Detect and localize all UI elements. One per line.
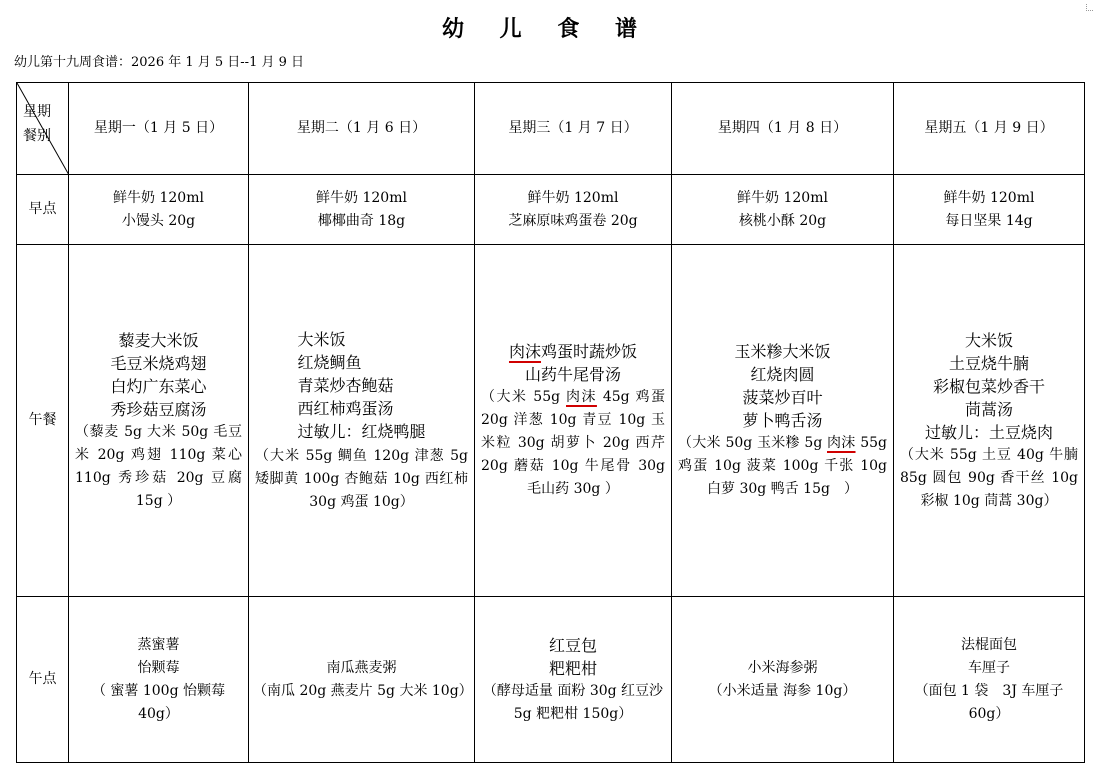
snack-item: 红豆包: [548, 635, 597, 655]
ingredients: （小米适量 海参 10g）: [708, 682, 857, 699]
row-label-breakfast: 早点: [17, 175, 69, 245]
dish: 西红柿鸡蛋汤: [297, 398, 394, 418]
corner-label-meal: 餐别: [23, 128, 51, 144]
snack-item: 车厘子: [968, 659, 1010, 676]
ingredients-text: 45g 鸡蛋 20g 洋葱 10g 青豆 10g 玉米粒 30g 胡萝卜 20g 西芹 20g 蘑菇 10g 牛尾骨 30g 毛山药 30g ）: [481, 389, 666, 497]
snack-item: 南瓜燕麦粥: [326, 659, 397, 676]
breakfast-item: 小馒头 20g: [121, 212, 196, 229]
ingredients: （ 蜜薯 100g 怡颗莓 40g）: [91, 682, 226, 722]
ingredients: （大米 55g 土豆 40g 牛腩 85g 圆包 90g 香干丝 10g 彩椒 10g 茼蒿 30g）: [900, 446, 1078, 509]
lunch-row: [17, 245, 1085, 597]
snack-cell-mon: [69, 597, 249, 763]
breakfast-item: 鲜牛奶 120ml: [316, 189, 407, 206]
dish: 萝卜鸭舌汤: [742, 411, 823, 430]
dish: 秀珍菇豆腐汤: [110, 399, 207, 419]
dish: 毛豆米烧鸡翅: [110, 353, 207, 373]
page-corner-mark: [1086, 4, 1093, 11]
ingredients-text: （大米 50g 玉米糁 5g: [678, 435, 827, 451]
breakfast-cell-tue: [249, 175, 475, 245]
ingredients: （酵母适量 面粉 30g 红豆沙 5g 粑粑柑 150g）: [482, 682, 664, 722]
dish: [479, 340, 667, 363]
snack-item: 法棍面包: [961, 636, 1017, 653]
breakfast-cell-fri: [894, 175, 1085, 245]
ingredients: （大米 55g 鲷鱼 120g 津葱 5g 矮脚黄 100g 杏鲍菇 10g 西红柿 30g 鸡蛋 10g）: [255, 447, 468, 510]
dish: 红烧鲷鱼: [297, 352, 362, 372]
snack-item: 怡颗莓: [137, 659, 180, 676]
breakfast-item: 鲜牛奶 120ml: [527, 189, 619, 206]
dish-list: [297, 328, 425, 443]
red-marked-text: 肉沫: [566, 389, 597, 405]
week-subtitle: 幼儿第十九周食谱：2026 年 1 月 5 日--1 月 9 日: [14, 55, 305, 70]
snack-cell-fri: [894, 597, 1085, 763]
breakfast-cell-wed: [475, 175, 672, 245]
breakfast-cell-thu: [672, 175, 894, 245]
snack-item: 蒸蜜薯: [137, 636, 180, 653]
snack-item: 小米海参粥: [747, 659, 818, 676]
dish: 藜麦大米饭: [118, 330, 199, 350]
day-header-fri: 星期五（1 月 9 日）: [894, 83, 1085, 175]
breakfast-item: 椰椰曲奇 18g: [317, 212, 406, 229]
allergy-dish: 过敏儿：土豆烧肉: [924, 422, 1053, 442]
row-label-snack: 午点: [17, 597, 69, 763]
dish: 红烧肉圆: [750, 365, 815, 384]
snack-cell-tue: [249, 597, 475, 763]
breakfast-item: 芝麻原味鸡蛋卷 20g: [508, 212, 638, 229]
dish-text: 鸡蛋时蔬炒饭: [541, 342, 638, 361]
breakfast-item: 鲜牛奶 120ml: [737, 189, 828, 206]
dish: 土豆烧牛腩: [948, 353, 1029, 373]
ingredients: [676, 432, 889, 501]
dish: 大米饭: [964, 330, 1013, 350]
dish: 彩椒包菜炒香干: [932, 376, 1045, 396]
breakfast-item: 鲜牛奶 120ml: [943, 189, 1035, 206]
lunch-cell-wed: [475, 245, 672, 597]
breakfast-row: [17, 175, 1085, 245]
breakfast-cell-mon: [69, 175, 249, 245]
dish: 菠菜炒百叶: [742, 388, 823, 407]
breakfast-item: 每日坚果 14g: [945, 212, 1033, 229]
day-header-tue: 星期二（1 月 6 日）: [249, 83, 475, 175]
ingredients: （南瓜 20g 燕麦片 5g 大米 10g）: [253, 682, 473, 699]
breakfast-item: 核桃小酥 20g: [738, 212, 827, 229]
lunch-cell-fri: [894, 245, 1085, 597]
dish: 青菜炒杏鲍菇: [297, 375, 394, 395]
corner-label-weekday: 星期: [23, 104, 51, 120]
corner-cell: [17, 83, 69, 175]
ingredients: [479, 386, 667, 501]
lunch-cell-thu: [672, 245, 894, 597]
ingredients: （面包 1 袋 3J 车厘子 60g）: [914, 682, 1064, 722]
lunch-cell-tue: [249, 245, 475, 597]
dish: 茼蒿汤: [964, 399, 1013, 419]
header-row: [17, 83, 1085, 175]
dish: 白灼广东菜心: [110, 376, 207, 396]
dish: 大米饭: [297, 329, 346, 349]
snack-cell-wed: [475, 597, 672, 763]
dish: 山药牛尾骨汤: [524, 365, 621, 384]
lunch-cell-mon: [69, 245, 249, 597]
breakfast-item: 鲜牛奶 120ml: [113, 189, 204, 206]
day-header-mon: 星期一（1 月 5 日）: [69, 83, 249, 175]
red-marked-text: 肉沫: [827, 435, 856, 451]
snack-row: [17, 597, 1085, 763]
ingredients: （藜麦 5g 大米 50g 毛豆米 20g 鸡翅 110g 菜心 110g 秀珍菇 20g 豆腐 15g ）: [75, 423, 242, 509]
red-marked-text: 肉沫: [508, 342, 541, 361]
row-label-lunch: 午餐: [17, 245, 69, 597]
day-header-wed: 星期三（1 月 7 日）: [475, 83, 672, 175]
ingredients-text: 55g 鸡蛋 10g 菠菜 100g 千张 10g 白萝 30g 鸭舌 15g ）: [678, 435, 887, 497]
snack-item: 粑粑柑: [548, 658, 597, 678]
dish: 玉米糁大米饭: [734, 342, 831, 361]
snack-cell-thu: [672, 597, 894, 763]
day-header-thu: 星期四（1 月 8 日）: [672, 83, 894, 175]
menu-table: [16, 82, 1085, 763]
allergy-dish: 过敏儿：红烧鸭腿: [297, 421, 426, 441]
ingredients-text: （大米 55g: [481, 389, 566, 405]
page-title: 幼 儿 食 谱: [442, 17, 651, 42]
